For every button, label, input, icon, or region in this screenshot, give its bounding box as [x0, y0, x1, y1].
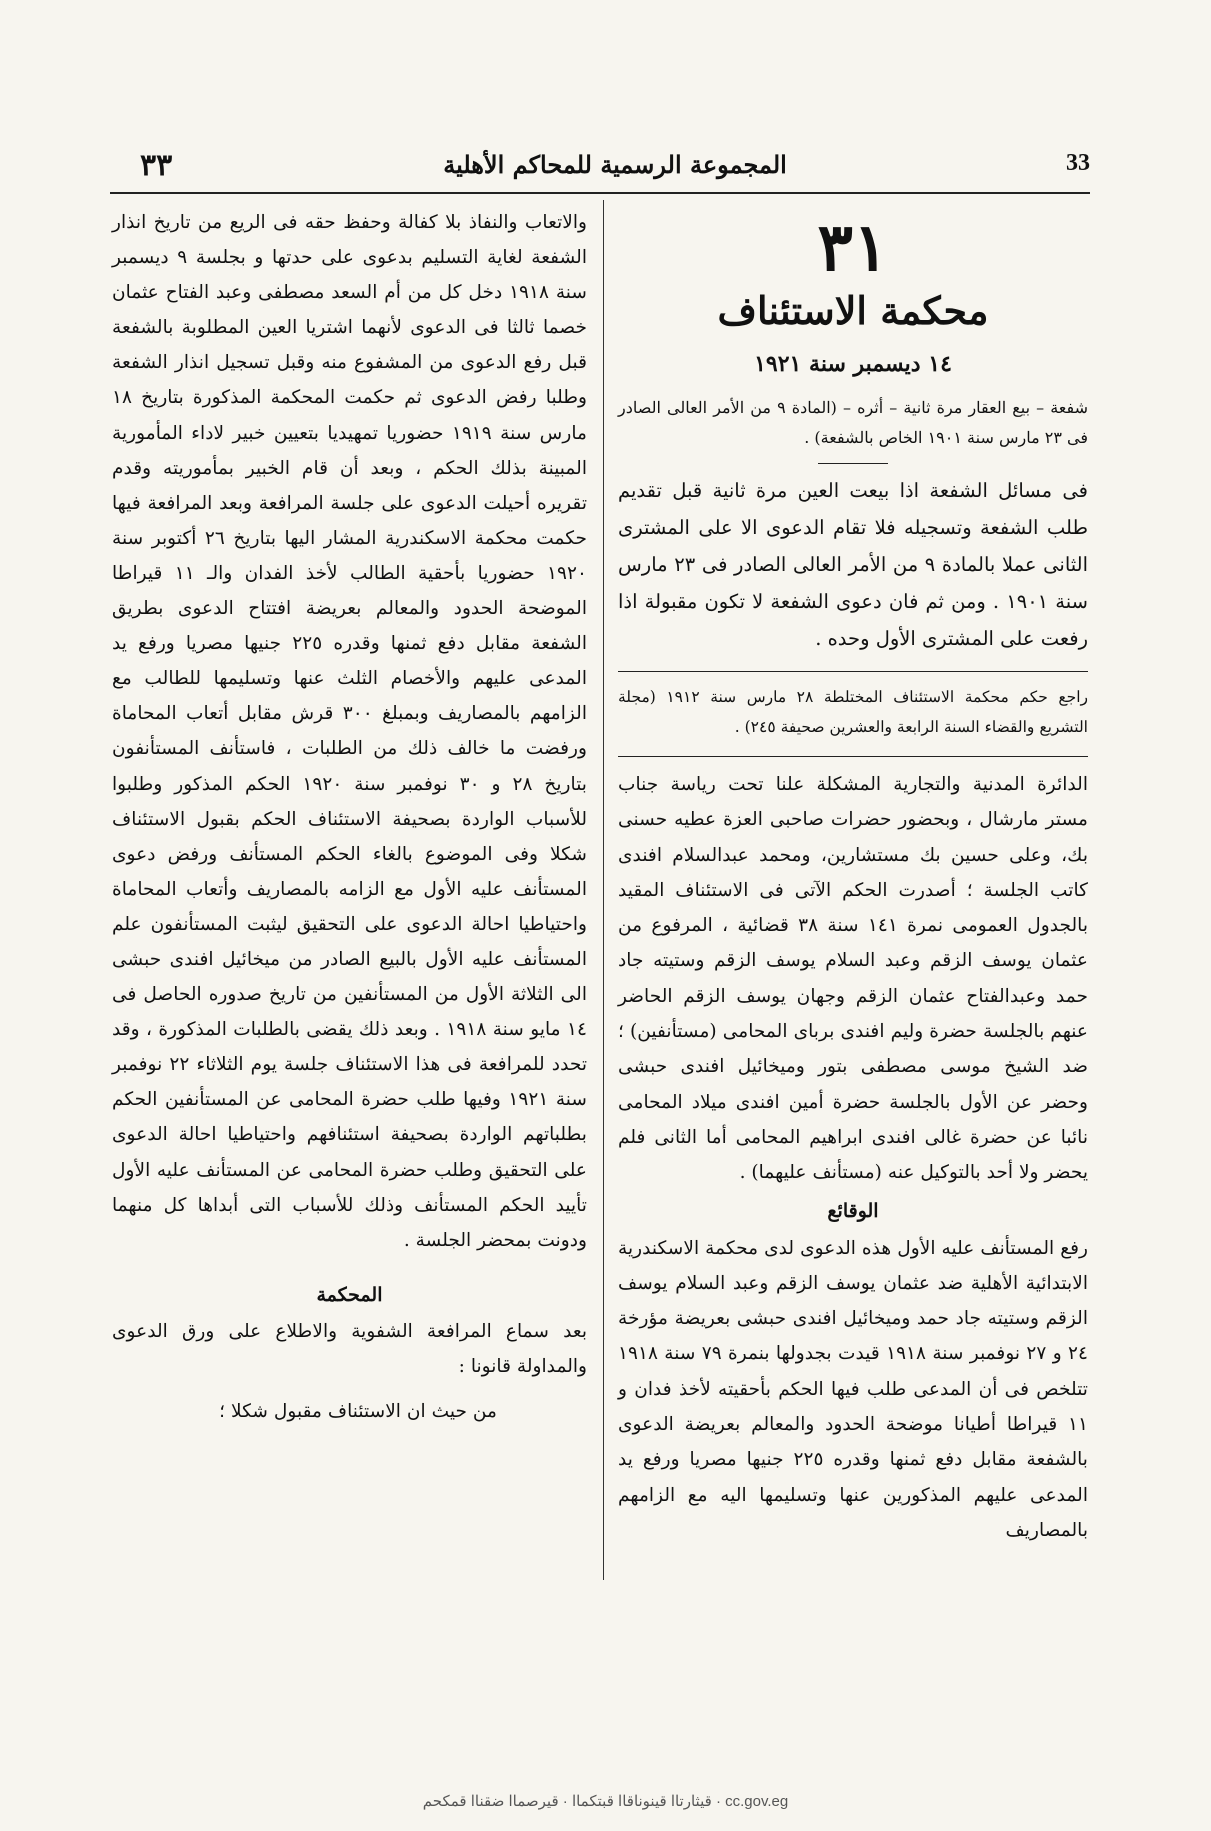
legal-principle: فى مسائل الشفعة اذا بيعت العين مرة ثانية قبل تقديم طلب الشفعة وتسجيله فلا تقام الدعوى الا على المشترى الثانى عملا بالمادة ٩ من الأمر العالى الصادر فى ٢٣ مارس سنة ١٩٠١ . ومن ثم فان دعوى الشفعة لا تكون مقبولة اذا رفعت على المشترى الأول وحده . [618, 479, 1088, 650]
reference-rule [618, 756, 1088, 757]
court-composition: الدائرة المدنية والتجارية المشكلة علنا تحت رياسة جناب مستر مارشال ، وبحضور حضرات صاحبى العزة عطيه حسنى بك، وعلى حسين بك مستشارين، ومحمد عبدالسلام افندى كاتب الجلسة ؛ أصدرت الحكم الآتى فى الاستئناف المقيد بالجدول العمومى نمرة ١٤١ سنة ٣٨ قضائية ، المرفوع من عثمان يوسف الزقم وعبد السلام يوسف الزقم وستيته جاد حمد وعبدالفتاح عثمان الزقم وجهان يوسف الزقم الحاضر عنهم بالجلسة حضرة وليم افندى برباى المحامى (مستأنفين) ؛ ضد الشيخ موسى مصطفى بتور وميخائيل افندى حبشى وحضر عن الأول بالجلسة حضرة أمين افندى ميلاد المحامى نائبا عن حضرة غالى افندى ابراهيم المحامى أما الثانى فلم يحضر ولا أحد بالتوكيل عنه (مستأنف عليهما) . [618, 774, 1089, 1184]
facts-heading: الوقائع [827, 1199, 879, 1222]
header-rule [110, 192, 1090, 194]
page-number-arabic: ٣٣ [140, 148, 173, 183]
publication-title: المجموعة الرسمية للمحاكم الأهلية [443, 150, 787, 179]
principle-rule [618, 671, 1088, 672]
court-name: محكمة الاستئناف [717, 288, 989, 333]
reference-note: راجع حكم محكمة الاستئناف المختلطة ٢٨ مارس سنة ١٩١٢ (مجلة التشريع والقضاء السنة الرابعة والعشرين صحيفة ٢٤٥) . [618, 688, 1089, 736]
column-divider [603, 200, 604, 1580]
page-number: 33 [1066, 150, 1090, 176]
facts-text: رفع المستأنف عليه الأول هذه الدعوى لدى محكمة الاسكندرية الابتدائية الأهلية ضد عثمان يوسف الزقم وعبد السلام يوسف الزقم وستيته جاد حمد وميخائيل افندى حبشى بعريضة مؤرخة ٢٤ و ٢٧ نوفمبر سنة ١٩١٨ قيدت بجدولها بنمرة ٧٩ سنة ١٩١٨ تتلخص فى أن المدعى طلب فيها الحكم بأحقيته لأخذ فدان و ١١ قيراطا أطيانا موضحة الحدود والمعالم بعريضة الدعوى بالشفعة مقابل دفع ثمنها وقدره ٢٢٥ جنيها مصريا ورفع يد المدعى عليهم المذكورين عنها وتسليمها اليه مع الزامهم بالمصاريف [618, 1237, 1088, 1541]
left-column [112, 205, 587, 1429]
court-intro: بعد سماع المرافعة الشفوية والاطلاع على ورق الدعوى والمداولة قانونا : [112, 1320, 587, 1377]
running-head [140, 148, 1090, 188]
case-number: ٣١ [817, 208, 889, 286]
right-column [618, 205, 1088, 1548]
summary-rule [818, 463, 888, 464]
footer-watermark: قيثارتاا قينوناقاا قبتكماا · قيرصماا ضقناا قمكحم · cc.gov.eg [422, 1793, 789, 1810]
court-reasoning-line: من حيث ان الاستئناف مقبول شكلا ؛ [219, 1401, 497, 1422]
case-date: ١٤ ديسمبر سنة ١٩٢١ [754, 351, 952, 377]
continued-facts: والاتعاب والنفاذ بلا كفالة وحفظ حقه فى الريع من تاريخ انذار الشفعة لغاية التسليم بدعوى على حدتها و بجلسة ٩ ديسمبر سنة ١٩١٨ دخل كل من أم السعد مصطفى وعبد الفتاح عثمان خصما ثالثا فى الدعوى لأنهما اشتريا العين المطلوبة بالشفعة قبل رفع الدعوى من المشفوع منه وقبل تسجيل انذار الشفعة وطلبا رفض الدعوى ثم حكمت المحكمة المذكورة بتاريخ ١٨ مارس سنة ١٩١٩ حضوريا تمهيديا بتعيين خبير لاداء المأمورية المبينة بذلك الحكم ، وبعد أن قام الخبير بمأموريته وقدم تقريره أحيلت الدعوى على جلسة المرافعة وبعد المرافعة فيها حكمت محكمة الاسكندرية المشار اليها بتاريخ ٢٦ أكتوبر سنة ١٩٢٠ حضوريا بأحقية الطالب لأخذ الفدان والـ ١١ قيراطا الموضحة الحدود والمعالم بعريضة افتتاح الدعوى بطريق الشفعة مقابل دفع ثمنها وقدره ٢٢٥ جنيها مصريا ورفع يد المدعى عليهم والأخصام الثلث عنها وتسليمها للطالب مع الزامهم بالمصاريف وبمبلغ ٣٠٠ قرش مقابل أتعاب المحاماة ورفضت ما خالف ذلك من الطلبات ، فاستأنف المستأنفون بتاريخ ٢٨ و ٣٠ نوفمبر سنة ١٩٢٠ الحكم المذكور وطلبوا للأسباب الواردة بصحيفة الاستئناف الحكم بقبول الاستئناف شكلا وفى الموضوع بالغاء الحكم المستأنف ورفض دعوى المستأنف عليه الأول مع الزامه بالمصاريف وأتعاب المحاماة واحتياطيا احالة الدعوى على التحقيق ليثبت المستأنفون علم المستأنف عليه الأول بالبيع الصادر من ميخائيل افندى حبشى الى الثلاثة الأول من المستأنفين من تاريخ صدوره الحاصل فى ١٤ مايو سنة ١٩١٨ . وبعد ذلك يقضى بالطلبات المذكورة ، وقد تحدد للمرافعة فى هذا الاستئناف جلسة يوم الثلاثاء ٢٢ نوفمبر سنة ١٩٢١ وفيها طلب حضرة المحامى عن المستأنفين الحكم بطلباتهم الواردة بصحيفة استئنافهم واحتياطيا احالة الدعوى على التحقيق وطلب حضرة المحامى عن المستأنف عليه الأول تأييد الحكم المستأنف وذلك للأسباب التى أبداها كل منهما ودونت بمحضر الجلسة . [112, 212, 588, 1251]
case-summary: شفعة – بيع العقار مرة ثانية – أثره – (المادة ٩ من الأمر العالى الصادر فى ٢٣ مارس سنة ١٩٠١ الخاص بالشفعة) . [618, 398, 1088, 447]
court-heading: المحكمة [316, 1283, 383, 1306]
